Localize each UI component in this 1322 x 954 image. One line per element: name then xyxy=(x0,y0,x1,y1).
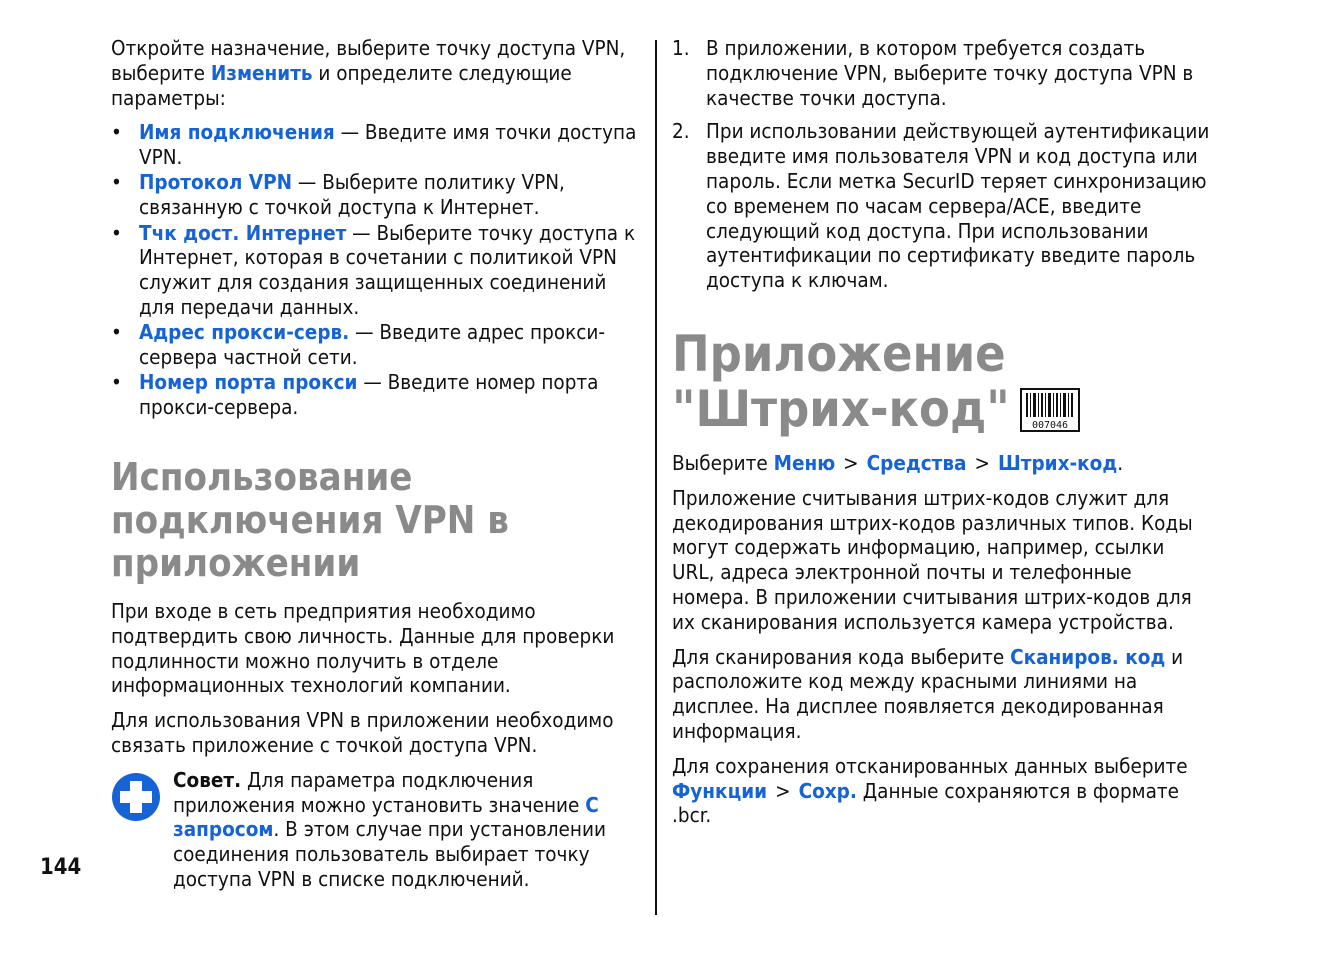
tools-link[interactable]: Средства xyxy=(866,450,967,475)
scan-code-link[interactable]: Сканиров. код xyxy=(1010,644,1166,669)
menu-link[interactable]: Меню xyxy=(773,450,836,475)
body-paragraph: Для сохранения отсканированных данных выберите Функции > Сохр. Данные сохраняются в формате .bcr. xyxy=(672,753,1188,828)
body-paragraph: При входе в сеть предприятия необходимо подтвердить свою личность. Данные для проверки подлинности можно получить в отделе информационных технологий компании. xyxy=(111,598,615,698)
list-item: • Имя подключения — Введите имя точки доступа VPN. xyxy=(111,120,643,170)
list-item: • Адрес прокси-серв. — Введите адрес прокси-сервера частной сети. xyxy=(111,320,643,370)
param-term: Тчк дост. Интернет xyxy=(139,220,347,245)
tip-text: Совет. Для параметра подключения приложения можно установить значение С запросом. В этом случае при установлении соединения пользователь выбирает точку доступа VPN в списке подключений. xyxy=(173,767,606,891)
plus-circle-icon xyxy=(111,772,161,822)
list-item: • Тчк дост. Интернет — Выберите точку доступа к Интернет, которая в сочетании с политикой VPN служит для создания защищенных соединений для передачи данных. xyxy=(111,221,643,320)
with-prompt-link[interactable]: С запросом xyxy=(173,792,599,842)
steps-list xyxy=(672,36,1212,293)
intro-paragraph: Откройте назначение, выберите точку доступа VPN, выберите Изменить и определите следующие параметры: xyxy=(111,36,626,110)
tip-block xyxy=(111,768,643,892)
barcode-link[interactable]: Штрих-код xyxy=(997,450,1118,475)
param-term: Адрес прокси-серв. xyxy=(139,320,350,345)
list-item: 1. В приложении, в котором требуется создать подключение VPN, выберите точку доступа VPN в качестве точки доступа. xyxy=(672,36,1194,110)
section-heading-barcode: Приложение "Штрих-код" 007046 xyxy=(672,327,1212,437)
section-heading-vpn: Использование подключения VPN в приложении xyxy=(111,454,509,585)
barcode-icon xyxy=(1020,388,1080,432)
param-term: Номер порта прокси xyxy=(139,370,358,395)
save-link[interactable]: Сохр. xyxy=(798,778,857,803)
options-link[interactable]: Функции xyxy=(672,778,768,803)
body-paragraph: Для использования VPN в приложении необходимо связать приложение с точкой доступа VPN. xyxy=(111,708,614,757)
list-item: • Номер порта прокси — Введите номер порта прокси-сервера. xyxy=(111,370,643,420)
menu-path: Выберите Меню > Средства > Штрих-код. xyxy=(672,450,1124,475)
page-number: 144 xyxy=(40,855,82,880)
column-divider xyxy=(655,40,657,915)
edit-link[interactable]: Изменить xyxy=(210,60,313,85)
list-item: • Протокол VPN — Выберите политику VPN, связанную с точкой доступа к Интернет. xyxy=(111,170,643,220)
body-paragraph: Приложение считывания штрих-кодов служит для декодирования штрих-кодов различных типов. Коды могут содержать информацию, например, ссылки URL, адреса электронной почты и телефонные номера. В приложении считывания штрих-кодов для их сканирования используется камера устройства. xyxy=(672,485,1193,634)
barcode-digits: 007046 xyxy=(1031,419,1068,431)
right-column xyxy=(672,36,1212,838)
body-paragraph: Для сканирования кода выберите Сканиров. код и расположите код между красными линиями на дисплее. На дисплее появляется декодированная информация. xyxy=(672,644,1184,743)
tip-label: Совет. xyxy=(173,767,242,792)
param-term: Имя подключения xyxy=(139,120,335,145)
param-term: Протокол VPN xyxy=(139,170,293,195)
left-column xyxy=(111,36,643,892)
vpn-parameters-list xyxy=(111,120,643,420)
list-item: 2. При использовании действующей аутентификации введите имя пользователя VPN и код доступа или пароль. Если метка SecurID теряет синхронизацию со временем по часам сервера/ACE, введите следующий код доступа. При использовании аутентификации по сертификату введите пароль доступа к ключам. xyxy=(672,119,1210,293)
